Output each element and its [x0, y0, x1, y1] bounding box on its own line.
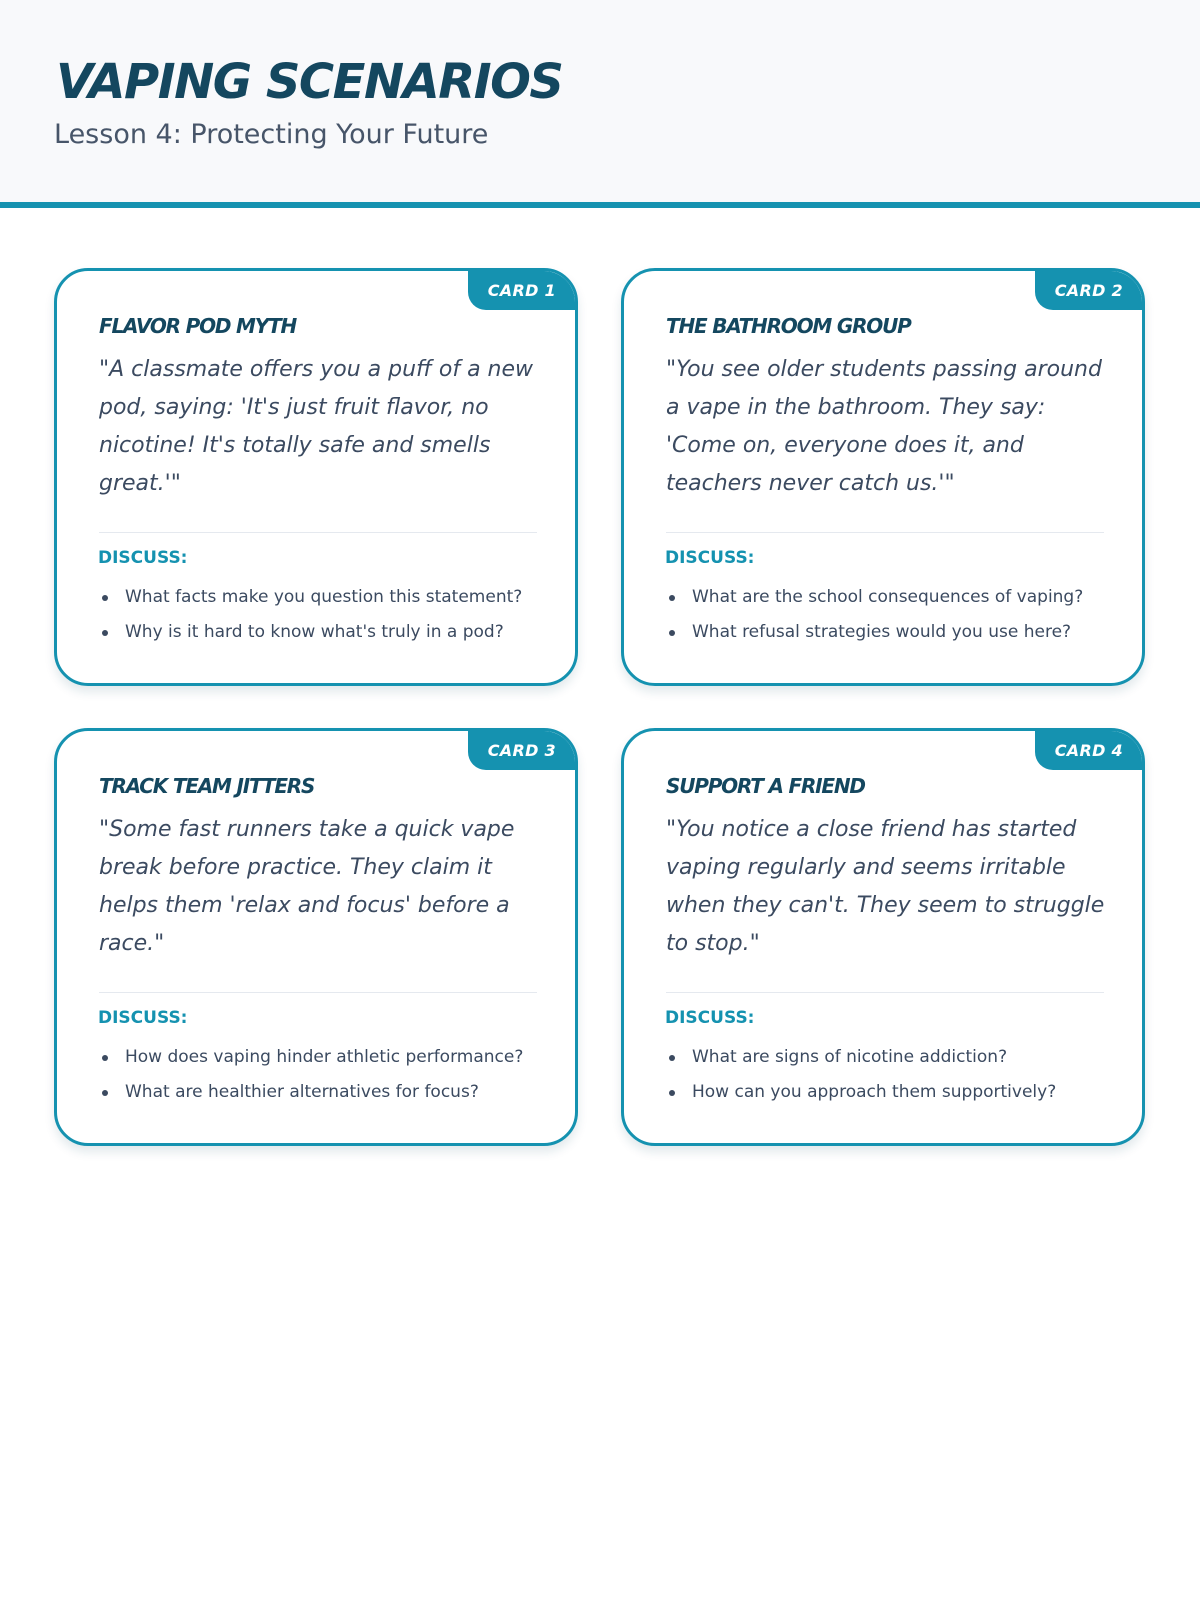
discussion-questions — [99, 580, 522, 650]
list-item: What facts make you question this statement? — [99, 580, 522, 615]
list-item: How can you approach them supportively? — [666, 1075, 1056, 1110]
discuss-label: DISCUSS: — [665, 1008, 755, 1028]
list-item: Why is it hard to know what's truly in a pod? — [99, 615, 522, 650]
page-title: VAPING SCENARIOS — [56, 54, 563, 110]
list-item: What are healthier alternatives for focus? — [99, 1075, 523, 1110]
card-number-badge: CARD 3 — [468, 730, 576, 770]
list-item: What are signs of nicotine addiction? — [666, 1040, 1056, 1075]
page-subtitle: Lesson 4: Protecting Your Future — [54, 119, 489, 150]
card-divider — [666, 532, 1104, 533]
scenario-card — [54, 728, 578, 1146]
discussion-questions — [666, 580, 1083, 650]
card-title: TRACK TEAM JITTERS — [99, 774, 315, 798]
card-divider — [99, 532, 537, 533]
card-title: SUPPORT A FRIEND — [666, 774, 865, 798]
card-number-badge: CARD 1 — [468, 270, 576, 310]
card-title: THE BATHROOM GROUP — [666, 314, 911, 338]
card-divider — [666, 992, 1104, 993]
scenario-quote: "You notice a close friend has started vaping regularly and seems irritable when they can't. They seem to struggle to stop." — [666, 817, 1105, 956]
scenario-quote: "Some fast runners take a quick vape break before practice. They claim it helps them 'relax and focus' before a race." — [99, 817, 515, 956]
scenario-card — [621, 728, 1145, 1146]
card-number-badge: CARD 2 — [1035, 270, 1143, 310]
scenario-card — [621, 268, 1145, 686]
list-item: What are the school consequences of vaping? — [666, 580, 1083, 615]
scenario-quote: "You see older students passing around a vape in the bathroom. They say: 'Come on, everyone does it, and teachers never catch us.'" — [666, 357, 1102, 496]
discussion-questions — [99, 1040, 523, 1110]
list-item: What refusal strategies would you use here? — [666, 615, 1083, 650]
card-number-badge: CARD 4 — [1035, 730, 1143, 770]
discussion-questions — [666, 1040, 1056, 1110]
card-divider — [99, 992, 537, 993]
scenario-card — [54, 268, 578, 686]
discuss-label: DISCUSS: — [98, 548, 188, 568]
discuss-label: DISCUSS: — [665, 548, 755, 568]
card-title: FLAVOR POD MYTH — [99, 314, 297, 338]
discuss-label: DISCUSS: — [98, 1008, 188, 1028]
page-header — [0, 0, 1200, 208]
list-item: How does vaping hinder athletic performance? — [99, 1040, 523, 1075]
scenario-quote: "A classmate offers you a puff of a new pod, saying: 'It's just fruit flavor, no nicotine! It's totally safe and smells great.'" — [99, 357, 534, 496]
